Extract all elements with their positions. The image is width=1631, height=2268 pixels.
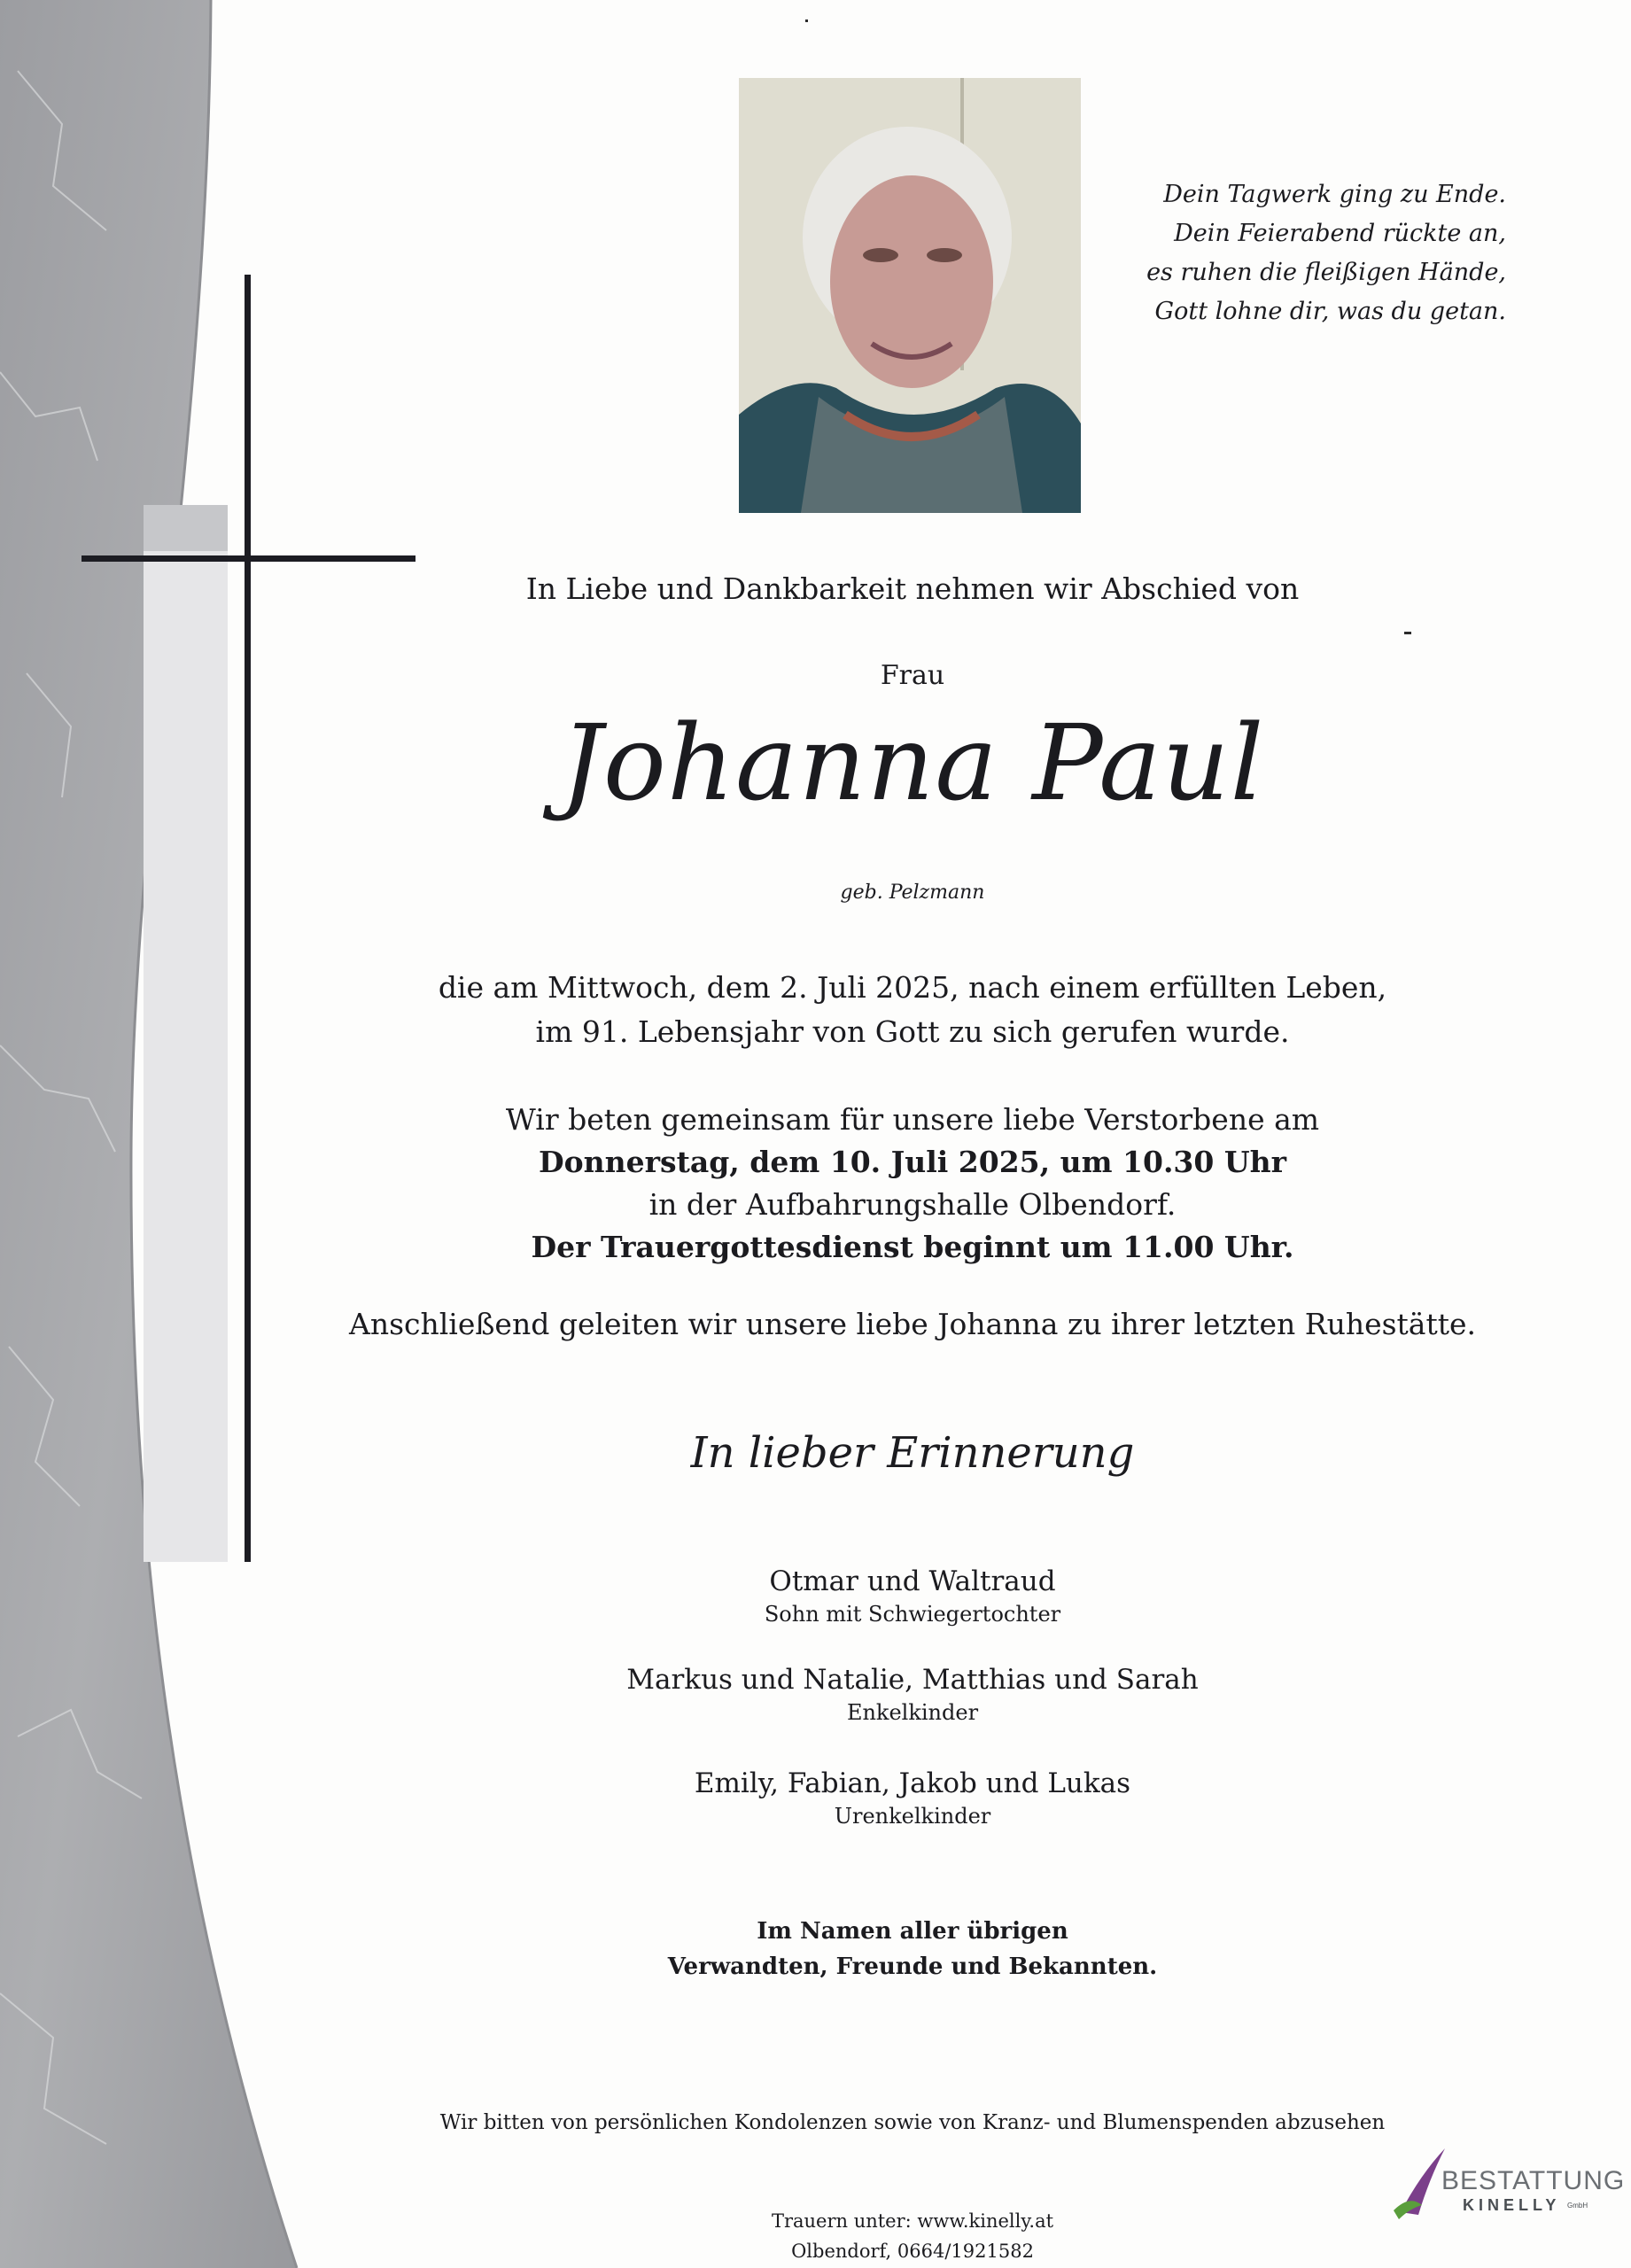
mourner-names: Emily, Fabian, Jakob und Lukas (694, 1767, 1131, 1799)
closing-text (337, 1914, 1488, 1984)
condolence-request: Wir bitten von persönlichen Kondolenzen sowie von Kranz- und Blumenspenden abzusehen (439, 2111, 1386, 2134)
mourner-group (337, 1662, 1488, 1728)
memory-heading: In lieber Erinnerung (690, 1428, 1135, 1478)
logo-wordmark: BESTATTUNG (1441, 2166, 1626, 2195)
closing-line: Im Namen aller übrigen (757, 1918, 1068, 1945)
mourner-relation: Urenkelkinder (834, 1804, 991, 1829)
poem-line: Dein Feierabend rückte an, (1174, 220, 1506, 247)
logo-suffix: GmbH (1567, 2202, 1588, 2210)
poem-line: Dein Tagwerk ging zu Ende. (1163, 181, 1506, 208)
service-line: Wir beten gemeinsam für unsere liebe Verstorbene am (505, 1102, 1320, 1137)
death-notice-line: im 91. Lebensjahr von Gott zu sich gerufen wurde. (535, 1014, 1290, 1049)
mourner-names: Markus und Natalie, Matthias und Sarah (626, 1664, 1199, 1696)
portrait-photo (739, 78, 1081, 513)
death-notice-line: die am Mittwoch, dem 2. Juli 2025, nach einem erfüllten Leben, (438, 970, 1387, 1005)
poem-line: Gott lohne dir, was du getan. (1154, 298, 1506, 325)
intro-text: In Liebe und Dankbarkeit nehmen wir Abschied von (525, 571, 1300, 606)
scan-mark (805, 19, 808, 22)
service-date: Donnerstag, dem 10. Juli 2025, um 10.30 Uhr (539, 1145, 1286, 1179)
scan-mark (1404, 632, 1411, 634)
mourner-relation: Enkelkinder (846, 1700, 979, 1725)
closing-line: Verwandten, Freunde und Bekannten. (667, 1953, 1158, 1980)
contact-info (337, 2206, 1488, 2266)
mourner-names: Otmar und Waltraud (769, 1565, 1056, 1597)
death-notice (337, 966, 1488, 1054)
cross-vertical-bar (245, 275, 251, 1562)
service-details (337, 1099, 1488, 1269)
deceased-name: Johanna Paul (560, 702, 1265, 824)
contact-website: Trauern unter: www.kinelly.at (771, 2210, 1054, 2232)
mourner-group (337, 1766, 1488, 1831)
service-location: in der Aufbahrungshalle Olbendorf. (649, 1187, 1177, 1222)
burial-note: Anschließend geleiten wir unsere liebe Johanna zu ihrer letzten Ruhestätte. (348, 1307, 1477, 1341)
poem (1099, 175, 1506, 331)
mourner-relation: Sohn mit Schwiegertochter (764, 1602, 1061, 1627)
maiden-name: geb. Pelzmann (840, 882, 985, 904)
mass-time: Der Trauergottesdienst beginnt um 11.00 Uhr. (531, 1230, 1294, 1264)
bestattung-kinelly-logo (1394, 2140, 1626, 2224)
logo-subtitle: KINELLY (1463, 2196, 1561, 2214)
mourner-group (337, 1564, 1488, 1629)
leaf-icon (1394, 2140, 1447, 2224)
poem-line: es ruhen die fleißigen Hände, (1146, 259, 1506, 286)
cross-horizontal-bar (82, 555, 416, 562)
salutation: Frau (880, 660, 945, 691)
contact-phone: Olbendorf, 0664/1921582 (791, 2241, 1034, 2262)
